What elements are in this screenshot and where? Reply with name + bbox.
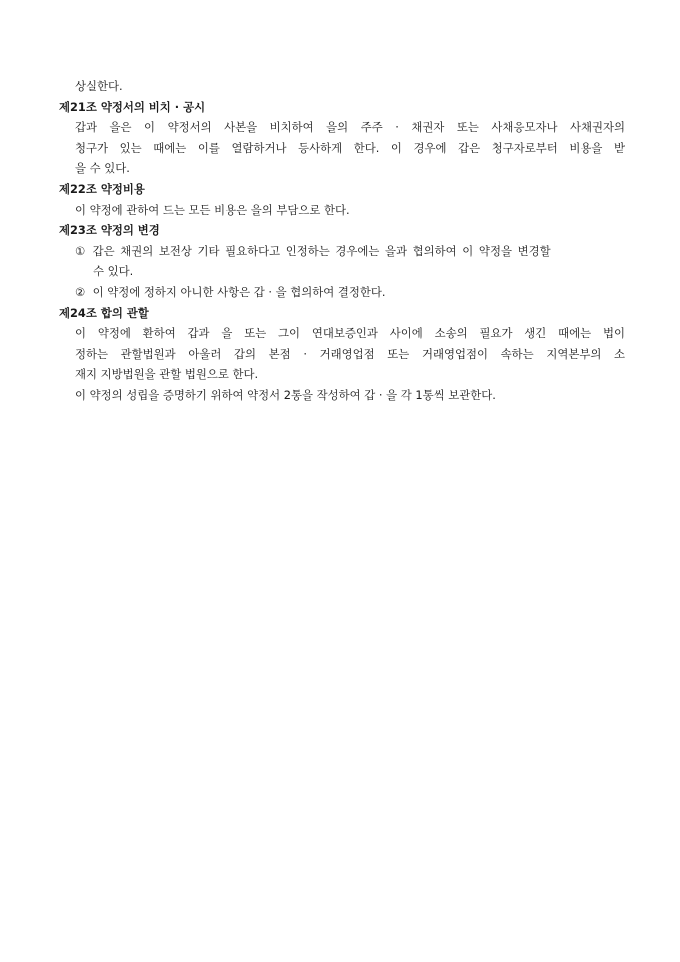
article-24-line-1-wrap — [59, 323, 625, 344]
article-22-title: 제22조 약정비용 — [59, 181, 145, 196]
article-24-line-2: 정하는 관할법원과 아울러 갑의 본점 · 거래영업점 또는 거래영업점이 속하는 지역본부의 소 — [75, 346, 625, 361]
article-23-item-1-line-1: 갑은 채권의 보전상 기타 필요하다고 인정하는 경우에는 을과 협의하여 이 약정을 변경할 — [92, 243, 551, 258]
article-24-line-1: 이 약정에 환하여 갑과 을 또는 그이 연대보증인과 사이에 소송의 필요가 생긴 때에는 법이 — [75, 326, 625, 341]
article-21-title: 제21조 약정서의 비치 · 공시 — [59, 99, 206, 114]
article-23-item-1 — [59, 241, 625, 262]
article-24-line-2-wrap — [59, 344, 625, 365]
article-21-line-2: 청구가 있는 때에는 이를 열람하거나 등사하게 한다. 이 경우에 갑은 청구자로부터 비용을 받 — [75, 140, 625, 155]
article-23-item-1-line-2: 수 있다. — [93, 264, 134, 279]
article-23-title: 제23조 약정의 변경 — [59, 223, 160, 238]
article-21-line-2-wrap — [59, 138, 625, 159]
article-23-item-2-line-1: 이 약정에 정하지 아니한 사항은 갑 · 을 협의하여 결정한다. — [92, 284, 386, 299]
item-1-number: ① — [75, 243, 86, 258]
article-22-line-1: 이 약정에 관하여 드는 모든 비용은 을의 부담으로 한다. — [75, 202, 350, 217]
article-21-line-3: 을 수 있다. — [75, 161, 130, 176]
article-21-text — [59, 117, 625, 138]
document-body — [59, 76, 625, 406]
article-23-item-2 — [59, 282, 625, 303]
previous-article-tail: 상실한다. — [75, 79, 123, 93]
closing-statement: 이 약정의 성립을 증명하기 위하여 약정서 2통을 작성하여 갑 · 을 각 1통씩 보관한다. — [75, 387, 496, 402]
article-24-line-3: 재지 지방법원을 관할 법원으로 한다. — [75, 367, 259, 382]
item-2-number: ② — [75, 284, 86, 299]
article-24-title: 제24조 합의 관할 — [59, 305, 149, 320]
article-21-line-1: 갑과 을은 이 약정서의 사본을 비치하여 을의 주주 · 채권자 또는 사채응모자나 사채권자의 — [75, 120, 625, 135]
